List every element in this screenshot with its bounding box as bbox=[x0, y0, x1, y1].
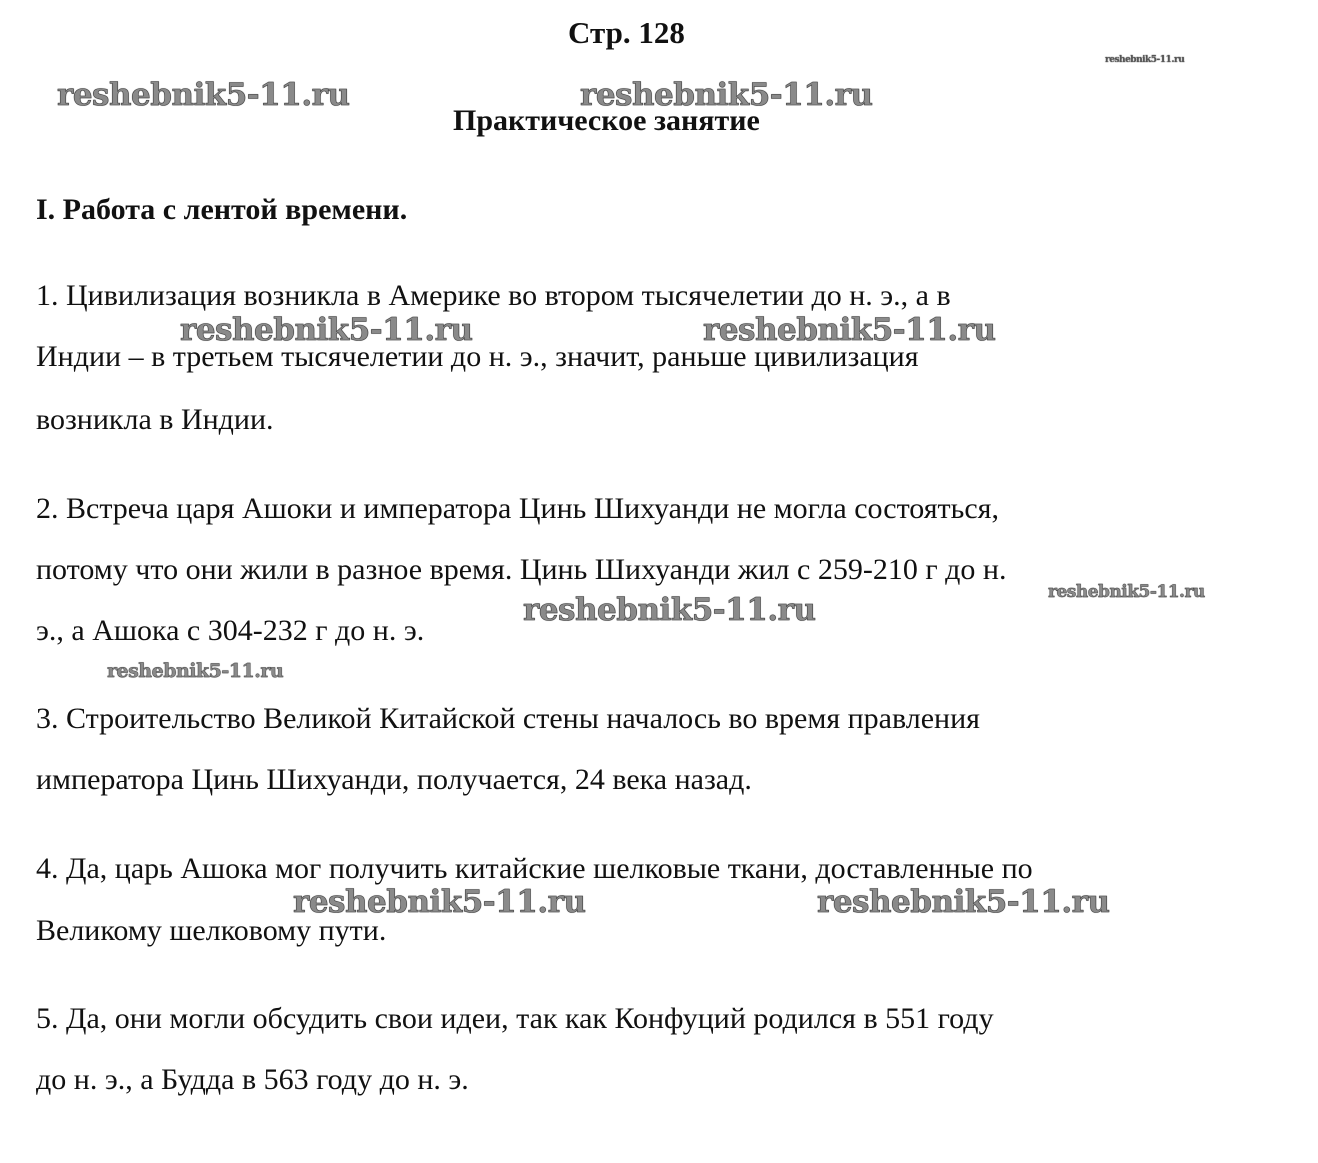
page-title: Стр. 128 bbox=[568, 15, 685, 50]
watermark: reshebnik5-11.ru bbox=[817, 884, 1110, 920]
answer-1-line-1: 1. Цивилизация возникла в Америке во втором тысячелетии до н. э., а в bbox=[36, 279, 951, 312]
watermark: reshebnik5-11.ru bbox=[107, 660, 284, 682]
watermark: reshebnik5-11.ru bbox=[57, 77, 350, 113]
subsection-heading: I. Работа с лентой времени. bbox=[36, 193, 408, 226]
answer-2-line-1: 2. Встреча царя Ашоки и императора Цинь Шихуанди не могла состояться, bbox=[36, 492, 999, 525]
answer-2-line-2: потому что они жили в разное время. Цинь Шихуанди жил с 259-210 г до н. bbox=[36, 553, 1007, 586]
answer-3-line-2: императора Цинь Шихуанди, получается, 24 века назад. bbox=[36, 763, 752, 796]
watermark: reshebnik5-11.ru bbox=[580, 77, 873, 113]
watermark: reshebnik5-11.ru bbox=[523, 592, 816, 628]
watermark: reshebnik5-11.ru bbox=[1105, 55, 1185, 65]
watermark: reshebnik5-11.ru bbox=[180, 312, 473, 348]
answer-4-line-2: Великому шелковому пути. bbox=[36, 914, 387, 947]
answer-5-line-1: 5. Да, они могли обсудить свои идеи, так как Конфуций родился в 551 году bbox=[36, 1002, 994, 1035]
watermark: reshebnik5-11.ru bbox=[293, 884, 586, 920]
answer-1-line-3: возникла в Индии. bbox=[36, 403, 274, 436]
answer-3-line-1: 3. Строительство Великой Китайской стены началось во время правления bbox=[36, 702, 980, 735]
watermark: reshebnik5-11.ru bbox=[1048, 582, 1205, 602]
answer-1-line-2: Индии – в третьем тысячелетии до н. э., значит, раньше цивилизация bbox=[36, 340, 919, 373]
answer-4-line-1: 4. Да, царь Ашока мог получить китайские шелковые ткани, доставленные по bbox=[36, 852, 1033, 885]
section-title: Практическое занятие bbox=[453, 104, 760, 137]
answer-5-line-2: до н. э., а Будда в 563 году до н. э. bbox=[36, 1063, 469, 1096]
watermark: reshebnik5-11.ru bbox=[703, 312, 996, 348]
answer-2-line-3: э., а Ашока с 304-232 г до н. э. bbox=[36, 614, 425, 647]
